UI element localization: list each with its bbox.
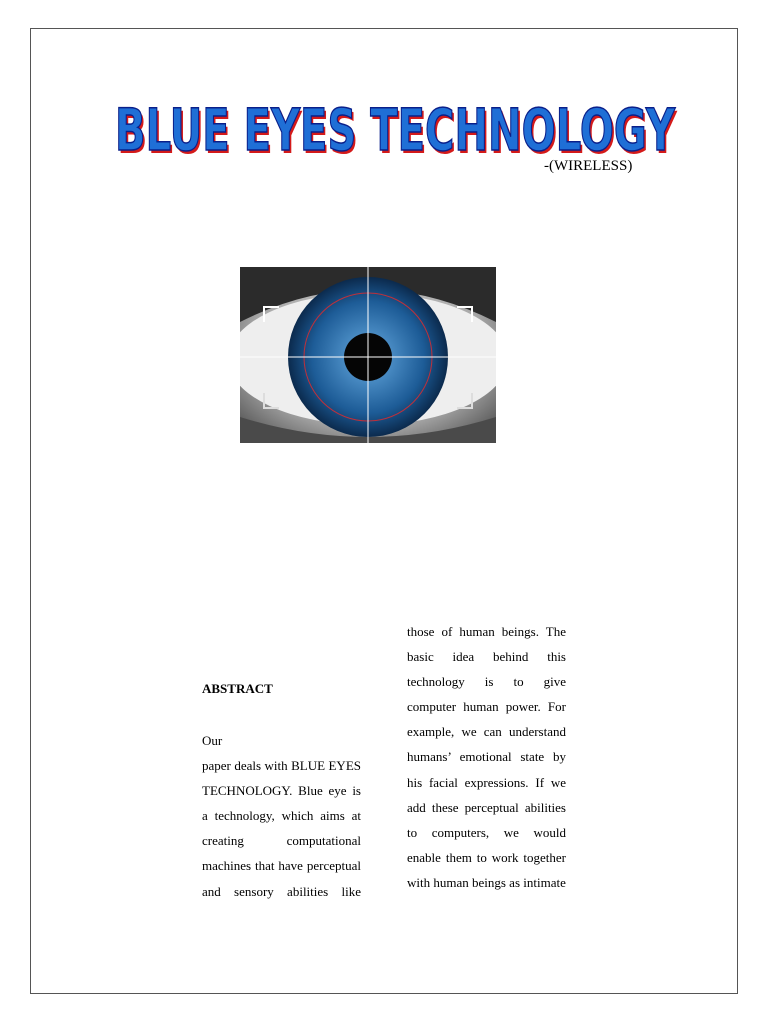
abstract-left-column	[202, 728, 361, 904]
title-shadow: BLUE EYES TECHNOLOGY	[117, 99, 678, 158]
document-title	[110, 88, 680, 158]
abstract-heading: ABSTRACT	[202, 681, 273, 696]
eye-image	[240, 267, 496, 443]
abstract-right-column: those of human beings. The basic idea behind this technology is to give computer human power. For example, we can understand humans’ emotional state by his facial expressions. If we add these perceptual abilities to computers, we would enable them to work together with human beings as intimate	[407, 624, 566, 890]
document-subtitle: -(WIRELESS)	[544, 158, 633, 174]
paragraph-first-word: Our	[202, 733, 223, 748]
paragraph-text: paper deals with BLUE EYES TECHNOLOGY. Blue eye is a technology, which aims at creating computational machines that have perceptual and sensory abilities like	[202, 758, 361, 899]
title-text: BLUE EYES TECHNOLOGY	[115, 96, 676, 158]
